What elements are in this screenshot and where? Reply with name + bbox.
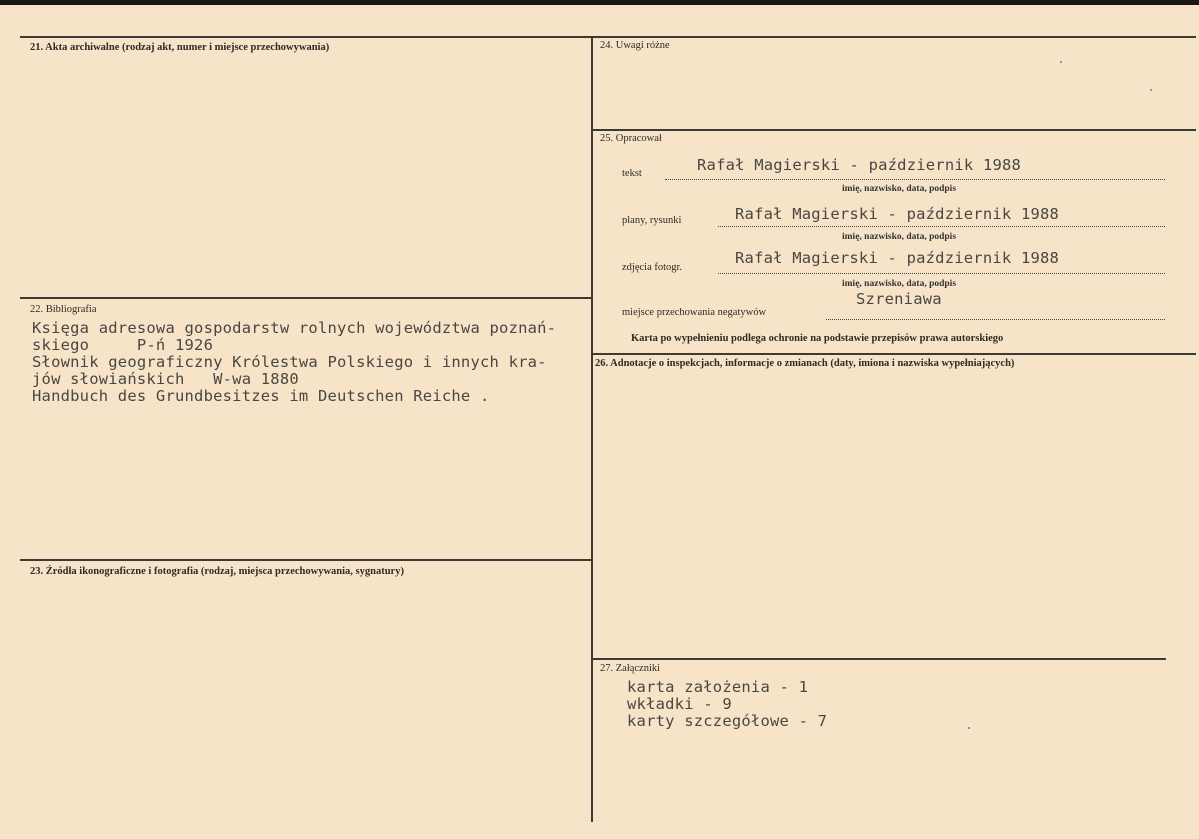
section-26-title: Adnotacje o inspekcjach, informacje o zmianach (daty, imiona i nazwiska wypełniających) xyxy=(610,358,1015,369)
author-text-line xyxy=(665,179,1165,180)
section-21-label xyxy=(30,42,329,53)
attachment-line-1: karta założenia - 1 xyxy=(627,678,809,696)
author-text-value: Rafał Magierski - październik 1988 xyxy=(697,156,1022,174)
section-25-title: Opracował xyxy=(615,133,662,144)
copyright-notice: Karta po wypełnieniu podlega ochronie na podstawie przepisów prawa autorskiego xyxy=(631,333,1004,344)
bibliography-line-2: skiego P-ń 1926 xyxy=(32,336,214,354)
author-photos-label: zdjęcia fotogr. xyxy=(622,262,683,273)
section-25-label xyxy=(600,133,662,144)
paper-speck xyxy=(968,727,970,729)
divider-21-22 xyxy=(20,297,591,299)
section-27-title: Załączniki xyxy=(615,663,661,674)
negatives-line xyxy=(826,319,1165,320)
author-plans-value: Rafał Magierski - październik 1988 xyxy=(735,205,1060,223)
divider-24-25 xyxy=(591,129,1196,131)
divider-22-23 xyxy=(20,559,591,561)
paper-speck xyxy=(1150,89,1152,91)
author-photos-caption: imię, nazwisko, data, podpis xyxy=(842,279,957,289)
section-26-label xyxy=(595,358,1014,369)
section-24-title: Uwagi różne xyxy=(615,40,670,51)
bibliography-line-3: Słownik geograficzny Królestwa Polskiego i innych kra- xyxy=(32,353,547,371)
bibliography-line-1: Księga adresowa gospodarstw rolnych województwa poznań- xyxy=(32,319,557,337)
divider-top xyxy=(20,36,1196,38)
author-plans-label: plany, rysunki xyxy=(622,215,682,226)
section-23-title: Źródła ikonograficzne i fotografia (rodzaj, miejsca przechowywania, sygnatury) xyxy=(45,566,404,577)
section-23-label xyxy=(30,566,404,577)
author-text-caption: imię, nazwisko, data, podpis xyxy=(842,184,957,194)
bibliography-line-5: Handbuch des Grundbesitzes im Deutschen Reiche . xyxy=(32,387,490,405)
section-25-number: 25. xyxy=(600,133,614,144)
author-plans-caption: imię, nazwisko, data, podpis xyxy=(842,232,957,242)
divider-25-26 xyxy=(591,353,1196,355)
section-22-label xyxy=(30,304,97,315)
author-plans-line xyxy=(718,226,1165,227)
author-text-label: tekst xyxy=(622,168,642,179)
bibliography-line-4: jów słowiańskich W-wa 1880 xyxy=(32,370,299,388)
section-21-number: 21. xyxy=(30,42,44,53)
negatives-label: miejsce przechowania negatywów xyxy=(622,307,767,318)
section-24-number: 24. xyxy=(600,40,614,51)
paper-speck xyxy=(1060,61,1062,63)
section-22-number: 22. xyxy=(30,304,44,315)
section-22-title: Bibliografia xyxy=(45,304,97,315)
divider-26-27 xyxy=(591,658,1166,660)
author-photos-value: Rafał Magierski - październik 1988 xyxy=(735,249,1060,267)
attachment-line-2: wkładki - 9 xyxy=(627,695,732,713)
section-23-number: 23. xyxy=(30,566,44,577)
author-photos-line xyxy=(718,273,1165,274)
section-27-label xyxy=(600,663,660,674)
section-21-title: Akta archiwalne (rodzaj akt, numer i miejsce przechowywania) xyxy=(45,42,330,53)
card-top-edge xyxy=(0,0,1199,5)
section-26-number: 26. xyxy=(595,358,609,369)
section-24-label xyxy=(600,40,670,51)
negatives-value: Szreniawa xyxy=(856,290,942,308)
section-27-number: 27. xyxy=(600,663,614,674)
attachment-line-3: karty szczegółowe - 7 xyxy=(627,712,828,730)
divider-center xyxy=(591,36,593,822)
